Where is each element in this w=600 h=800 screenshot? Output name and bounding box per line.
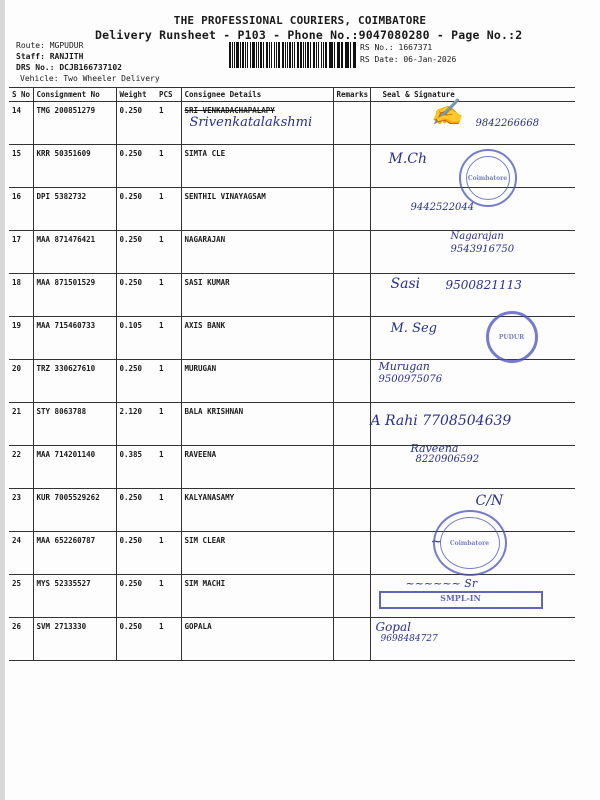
barcode-bar [329,42,330,68]
barcode-bar [354,42,356,68]
cell-weight: 2.120 [116,403,156,446]
cell-weight: 0.250 [116,145,156,188]
cell-consignee [181,145,333,188]
barcode-bar [307,42,309,68]
consignee-name: GOPALA [184,622,212,631]
barcode-bar [334,42,335,68]
barcode-bar [330,42,332,68]
cell-consignment: MAA 871501529 [33,274,116,317]
barcode-bar [318,42,320,68]
table-row [9,274,575,317]
barcode-bar [300,42,302,68]
cell-sno: 19 [9,317,33,360]
barcode-bar [245,42,246,68]
cell-consignment: MAA 652260787 [33,532,116,575]
cell-consignment: TMG 200851279 [33,102,116,145]
consignee-name: SASI KUMAR [184,278,230,287]
scan-edge [0,0,5,800]
runsheet-table [9,87,575,661]
col-consignee: Consignee Details [181,88,333,102]
cell-remarks [333,274,370,317]
cell-signature [370,317,575,360]
cell-weight: 0.250 [116,489,156,532]
barcode-bar [250,42,252,68]
consignee-name: MURUGAN [184,364,217,373]
barcode-bar [236,42,238,68]
barcode-bar [263,42,264,68]
consignee-name: SENTHIL VINAYAGSAM [184,192,266,201]
barcode-bar [350,42,351,68]
cell-consignee [181,489,333,532]
cell-weight: 0.105 [116,317,156,360]
cell-sno: 17 [9,231,33,274]
table-row [9,532,575,575]
table-row [9,360,575,403]
cell-pcs: 1 [156,231,181,274]
signature-scribble: ✍ [430,98,463,128]
barcode-bar [240,42,241,68]
consignee-name: SRI VENKADACHAPALAPY [184,106,275,115]
barcode-bar [242,42,244,68]
handwritten-signature: 8220906592 [415,454,480,465]
cell-consignment: MAA 715460733 [33,317,116,360]
barcode-bar [294,42,295,68]
route-label: Route: MGPUDUR [16,41,84,50]
handwritten-signature: C/N [475,493,504,509]
handwritten-signature: 9698484727 [380,634,438,644]
cell-sno: 16 [9,188,33,231]
barcode-bar [353,42,354,68]
handwritten-signature: 9543916750 [450,244,515,255]
vehicle-label: Vehicle: Two Wheeler Delivery [20,74,160,83]
barcode-bar [252,42,254,68]
cell-consignment: KRR 50351609 [33,145,116,188]
cell-remarks [333,188,370,231]
consignee-name: AXIS BANK [184,321,226,330]
cell-signature [370,403,575,446]
cell-weight: 0.250 [116,188,156,231]
consignee-name: NAGARAJAN [184,235,226,244]
cell-pcs: 1 [156,403,181,446]
cell-pcs: 1 [156,145,181,188]
barcode-bar [266,42,268,68]
barcode-bar [258,42,259,68]
handwritten-signature: M. Seg [390,321,437,336]
cell-pcs: 1 [156,532,181,575]
cell-pcs: 1 [156,618,181,661]
cell-consignee [181,446,333,489]
cell-signature [370,442,575,489]
barcode-bar [310,42,311,68]
cell-remarks [333,231,370,274]
consignee-name: SIMTA CLE [184,149,226,158]
cell-sno: 25 [9,575,33,618]
runsheet-title: Delivery Runsheet - P103 - Phone No.:9047080280 - Page No.:2 [95,28,523,42]
cell-sno: 24 [9,532,33,575]
cell-consignee [181,618,333,661]
rs-number: RS No.: 1667371 [360,43,433,52]
cell-weight: 0.250 [116,102,156,145]
table-row [9,317,575,360]
table-row [9,231,575,274]
cell-consignment: SVM 2713330 [33,618,116,661]
cell-sno: 20 [9,360,33,403]
cell-sno: 15 [9,145,33,188]
consignee-name: KALYANASAMY [184,493,235,502]
company-seal-stamp: Coimbatore [459,149,517,207]
cell-signature [370,618,575,661]
staff-label: Staff: RANJITH [16,52,84,61]
cell-consignment: MAA 871476421 [33,231,116,274]
barcode-bar [229,42,231,68]
table-row [9,102,575,145]
cell-sno: 21 [9,403,33,446]
barcode-bar [323,42,324,68]
cell-remarks [333,532,370,575]
handwritten-signature: Nagarajan [450,231,504,242]
handwritten-signature: Sasi [390,276,421,292]
consignee-name: SIM CLEAR [184,536,226,545]
handwritten-signature: ~ [430,534,443,550]
cell-consignment: DPI 5382732 [33,188,116,231]
cell-pcs: 1 [156,360,181,403]
cell-pcs: 1 [156,575,181,618]
consignee-name: BALA KRISHNAN [184,407,244,416]
barcode-bar [345,42,346,68]
col-consignment: Consignment No [33,88,116,102]
cell-sno: 26 [9,618,33,661]
company-seal-stamp-2: Coimbatore [433,510,507,576]
handwritten-signature: 9442522044 [410,202,475,213]
cell-signature [370,532,575,575]
barcode-bar [289,42,291,68]
table-row [9,618,575,661]
handwritten-signature: 9842266668 [475,118,540,129]
cell-weight: 0.250 [116,231,156,274]
cell-pcs: 1 [156,188,181,231]
cell-weight: 0.385 [116,446,156,489]
cell-sno: 22 [9,446,33,489]
barcode-bar [292,42,293,68]
barcode-bar [247,42,248,68]
cell-signature [370,575,575,618]
cell-pcs: 1 [156,317,181,360]
cell-consignment: TRZ 330627610 [33,360,116,403]
table-row [9,403,575,446]
col-signature: Seal & Signature [370,88,575,102]
cell-signature [370,188,575,231]
barcode-bar [271,42,272,68]
cell-consignee [181,360,333,403]
cell-pcs: 1 [156,102,181,145]
rectangular-stamp: SMPL-IN [379,591,543,609]
barcode-bar [274,42,276,68]
cell-remarks [333,446,370,489]
handwritten-signature: ~~~~~~ Sr [405,577,478,590]
barcode-bar [287,42,288,68]
drs-number: DRS No.: DCJB166737102 [16,63,122,72]
cell-remarks [333,489,370,532]
table-row [9,188,575,231]
barcode-bar [337,42,338,68]
cell-pcs: 1 [156,274,181,317]
cell-weight: 0.250 [116,274,156,317]
col-weight: Weight [116,88,156,102]
cell-signature [370,360,575,403]
table-header-row [9,88,575,102]
cell-remarks [333,575,370,618]
cell-weight: 0.250 [116,360,156,403]
barcode-bar [303,42,304,68]
col-remarks: Remarks [333,88,370,102]
cell-signature [370,98,575,145]
cell-signature [370,231,575,274]
barcode-bar [338,42,340,68]
barcode-bar [325,42,327,68]
barcode-bar [232,42,233,68]
cell-remarks [333,403,370,446]
cell-pcs: 1 [156,446,181,489]
barcode-bar [297,42,299,68]
barcode-bar [316,42,317,68]
barcode-bar [305,42,306,68]
table-row [9,575,575,618]
cell-consignee [181,102,333,145]
rs-date: RS Date: 06-Jan-2026 [360,55,457,64]
cell-consignee [181,317,333,360]
cell-consignment: STY 8063788 [33,403,116,446]
cell-remarks [333,145,370,188]
cell-pcs: 1 [156,489,181,532]
barcode-bar [276,42,277,68]
cell-signature [370,274,575,317]
consignee-name: SIM MACHI [184,579,226,588]
barcode-bar [269,42,270,68]
cell-consignee [181,575,333,618]
handwritten-signature: 9500975076 [378,374,443,385]
handwritten-signature: Raveena [410,442,459,455]
cell-remarks [333,360,370,403]
cell-sno: 23 [9,489,33,532]
cell-consignee [181,403,333,446]
cell-remarks [333,317,370,360]
barcode-bar [313,42,315,68]
barcode-bar [278,42,280,68]
cell-weight: 0.250 [116,575,156,618]
cell-consignee [181,231,333,274]
company-title: THE PROFESSIONAL COURIERS, COIMBATORE [173,14,427,27]
handwritten-signature: Murugan [378,360,430,373]
handwritten-signature: A Rahi 7708504639 [370,413,512,429]
table-row [9,446,575,489]
handwritten-signature: M.Ch [388,151,428,167]
handwritten-consignee: Srivenkatalakshmi [189,115,313,130]
barcode-bar [321,42,322,68]
consignee-name: RAVEENA [184,450,217,459]
cell-remarks [333,618,370,661]
cell-consignee [181,188,333,231]
cell-signature [370,145,575,188]
barcode-bar [346,42,348,68]
cell-consignment: KUR 7005529262 [33,489,116,532]
handwritten-signature: 9500821113 [445,278,522,292]
bank-seal-stamp: PUDUR [486,311,538,363]
cell-consignee [181,532,333,575]
barcode-bar [260,42,262,68]
col-pcs: PCS [156,88,181,102]
cell-weight: 0.250 [116,532,156,575]
barcode-bar [285,42,286,68]
barcode-bar [256,42,257,68]
cell-consignee [181,274,333,317]
barcode-bar [341,42,343,68]
cell-sno: 18 [9,274,33,317]
table-row [9,145,575,188]
barcode [229,42,357,68]
barcode-bar [234,42,235,68]
barcode-bar [282,42,284,68]
cell-weight: 0.250 [116,618,156,661]
cell-consignment: MAA 714201140 [33,446,116,489]
cell-remarks [333,102,370,145]
cell-consignment: MYS 52335527 [33,575,116,618]
handwritten-signature: Gopal [375,620,411,634]
col-sno: S No [9,88,33,102]
cell-sno: 14 [9,102,33,145]
